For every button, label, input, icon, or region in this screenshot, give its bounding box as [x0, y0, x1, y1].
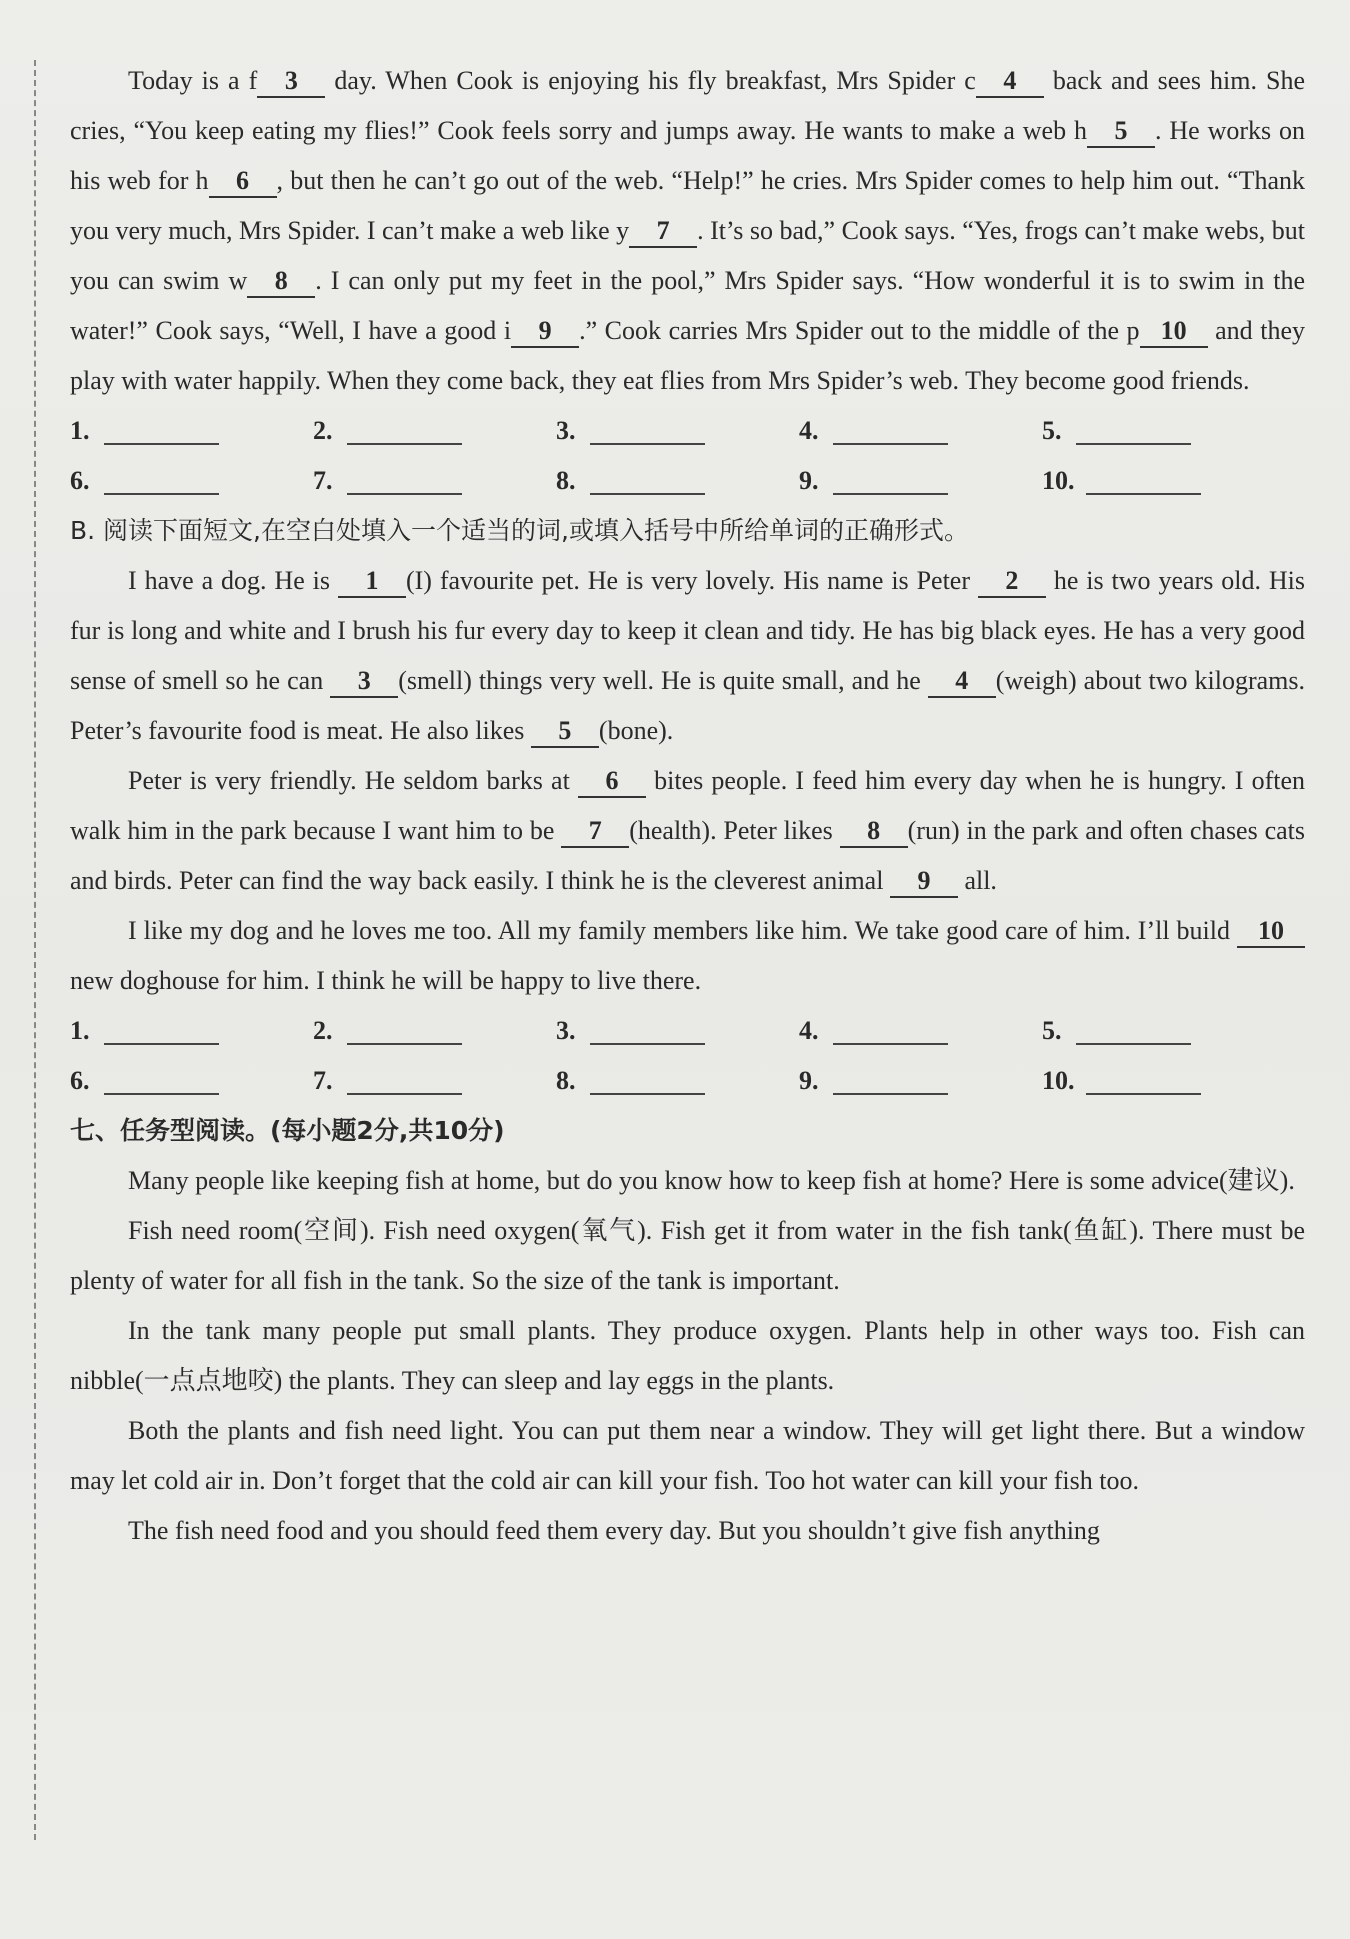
- answer-field[interactable]: [1086, 1067, 1201, 1095]
- answer-field[interactable]: [347, 467, 462, 495]
- blank-5: 5: [531, 716, 599, 748]
- blank-9: 9: [890, 866, 958, 898]
- blank-8: 8: [840, 816, 908, 848]
- answer-field[interactable]: [833, 467, 948, 495]
- blank-9: 9: [511, 316, 579, 348]
- answer-item: 2.: [313, 406, 556, 456]
- answer-item: 1.: [70, 406, 313, 456]
- answer-field[interactable]: [104, 1067, 219, 1095]
- answer-field[interactable]: [104, 467, 219, 495]
- answer-item: 10.: [1042, 1056, 1285, 1106]
- answer-item: 10.: [1042, 456, 1285, 506]
- answer-field[interactable]: [104, 417, 219, 445]
- binding-margin-line: [34, 60, 36, 1840]
- blank-6: 6: [209, 166, 277, 198]
- answer-item: 7.: [313, 456, 556, 506]
- answer-field[interactable]: [1086, 467, 1201, 495]
- passage-b-paragraph-1: I have a dog. He is 1 (I) favourite pet. He is very lovely. His name is Peter 2 he is two years old. His fur is long and white and I brush his fur every day to keep it clean and tidy. He has big black eyes. He has a very good sense of smell so he can 3 (smell) things very well. He is quite small, and he 4 (weigh) about two kilograms. Peter’s favourite food is meat. He also likes 5 (bone).: [70, 556, 1305, 756]
- answer-field[interactable]: [347, 1067, 462, 1095]
- passage-b-paragraph-2: Peter is very friendly. He seldom barks at 6 bites people. I feed him every day when he is hungry. I often walk him in the park because I want him to be 7 (health). Peter likes 8 (run) in the park and often chases cats and birds. Peter can find the way back easily. I think he is the cleverest animal 9 all.: [70, 756, 1305, 906]
- answer-item: 8.: [556, 456, 799, 506]
- answer-row-a2: [70, 456, 1305, 506]
- blank-3: 3: [330, 666, 398, 698]
- answer-field[interactable]: [833, 1067, 948, 1095]
- answer-field[interactable]: [833, 417, 948, 445]
- answer-item: 6.: [70, 456, 313, 506]
- blank-2: 2: [978, 566, 1046, 598]
- answer-field[interactable]: [590, 1067, 705, 1095]
- answer-row-b2: [70, 1056, 1305, 1106]
- answer-item: 4.: [799, 406, 1042, 456]
- passage-seven-paragraph-4: Both the plants and fish need light. You can put them near a window. They will get light there. But a window may let cold air in. Don’t forget that the cold air can kill your fish. Too hot water can kill your fish too.: [70, 1416, 1305, 1495]
- answer-item: 3.: [556, 1006, 799, 1056]
- blank-7: 7: [629, 216, 697, 248]
- answer-item: 9.: [799, 1056, 1042, 1106]
- answer-item: 6.: [70, 1056, 313, 1106]
- answer-field[interactable]: [104, 1017, 219, 1045]
- answer-field[interactable]: [347, 417, 462, 445]
- answer-item: 9.: [799, 456, 1042, 506]
- answer-field[interactable]: [590, 417, 705, 445]
- section-seven-heading: 七、任务型阅读。(每小题2分,共10分): [70, 1116, 505, 1145]
- answer-item: 1.: [70, 1006, 313, 1056]
- answer-item: 4.: [799, 1006, 1042, 1056]
- answer-field[interactable]: [1076, 417, 1191, 445]
- passage-b-paragraph-3: I like my dog and he loves me too. All my family members like him. We take good care of him. I’ll build 10 new doghouse for him. I think he will be happy to live there.: [70, 906, 1305, 1006]
- blank-5: 5: [1087, 116, 1155, 148]
- blank-6: 6: [578, 766, 646, 798]
- answer-item: 7.: [313, 1056, 556, 1106]
- blank-10: 10: [1237, 916, 1305, 948]
- passage-seven-paragraph-1: Many people like keeping fish at home, but do you know how to keep fish at home? Here is some advice(建议).: [128, 1166, 1295, 1195]
- passage-seven-paragraph-2: Fish need room(空间). Fish need oxygen(氧气). Fish get it from water in the fish tank(鱼缸). There must be plenty of water for all fish in the tank. So the size of the tank is important.: [70, 1216, 1305, 1295]
- blank-3: 3: [257, 66, 325, 98]
- blank-10: 10: [1140, 316, 1208, 348]
- answer-field[interactable]: [590, 1017, 705, 1045]
- answer-row-a1: [70, 406, 1305, 456]
- blank-1: 1: [338, 566, 406, 598]
- passage-seven-paragraph-5: The fish need food and you should feed them every day. But you shouldn’t give fish anything: [128, 1516, 1100, 1545]
- answer-row-b1: [70, 1006, 1305, 1056]
- answer-item: 3.: [556, 406, 799, 456]
- answer-item: 8.: [556, 1056, 799, 1106]
- blank-4: 4: [928, 666, 996, 698]
- passage-seven-paragraph-3: In the tank many people put small plants. They produce oxygen. Plants help in other ways too. Fish can nibble(一点点地咬) the plants. They can sleep and lay eggs in the plants.: [70, 1316, 1305, 1395]
- passage-a: Today is a f 3 day. When Cook is enjoying his fly breakfast, Mrs Spider c 4 back and sees him. She cries, “You keep eating my flies!” Cook feels sorry and jumps away. He wants to make a web h 5 . He works on his web for h 6 , but then he can’t go out of the web. “Help!” he cries. Mrs Spider comes to help him out. “Thank you very much, Mrs Spider. I can’t make a web like y 7 . It’s so bad,” Cook says. “Yes, frogs can’t make webs, but you can swim w 8 . I can only put my feet in the pool,” Mrs Spider says. “How wonderful it is to swim in the water!” Cook says, “Well, I have a good i 9 .” Cook carries Mrs Spider out to the middle of the p 10 and they play with water happily. When they come back, they eat flies from Mrs Spider’s web. They become good friends.: [70, 66, 1306, 395]
- blank-4: 4: [976, 66, 1044, 98]
- answer-field[interactable]: [1076, 1017, 1191, 1045]
- answer-item: 5.: [1042, 1006, 1285, 1056]
- answer-field[interactable]: [590, 467, 705, 495]
- answer-field[interactable]: [347, 1017, 462, 1045]
- worksheet-content: [70, 56, 1305, 1556]
- answer-item: 5.: [1042, 406, 1285, 456]
- answer-item: 2.: [313, 1006, 556, 1056]
- blank-8: 8: [247, 266, 315, 298]
- blank-7: 7: [561, 816, 629, 848]
- section-b-instruction: B. 阅读下面短文,在空白处填入一个适当的词,或填入括号中所给单词的正确形式。: [70, 516, 969, 545]
- answer-field[interactable]: [833, 1017, 948, 1045]
